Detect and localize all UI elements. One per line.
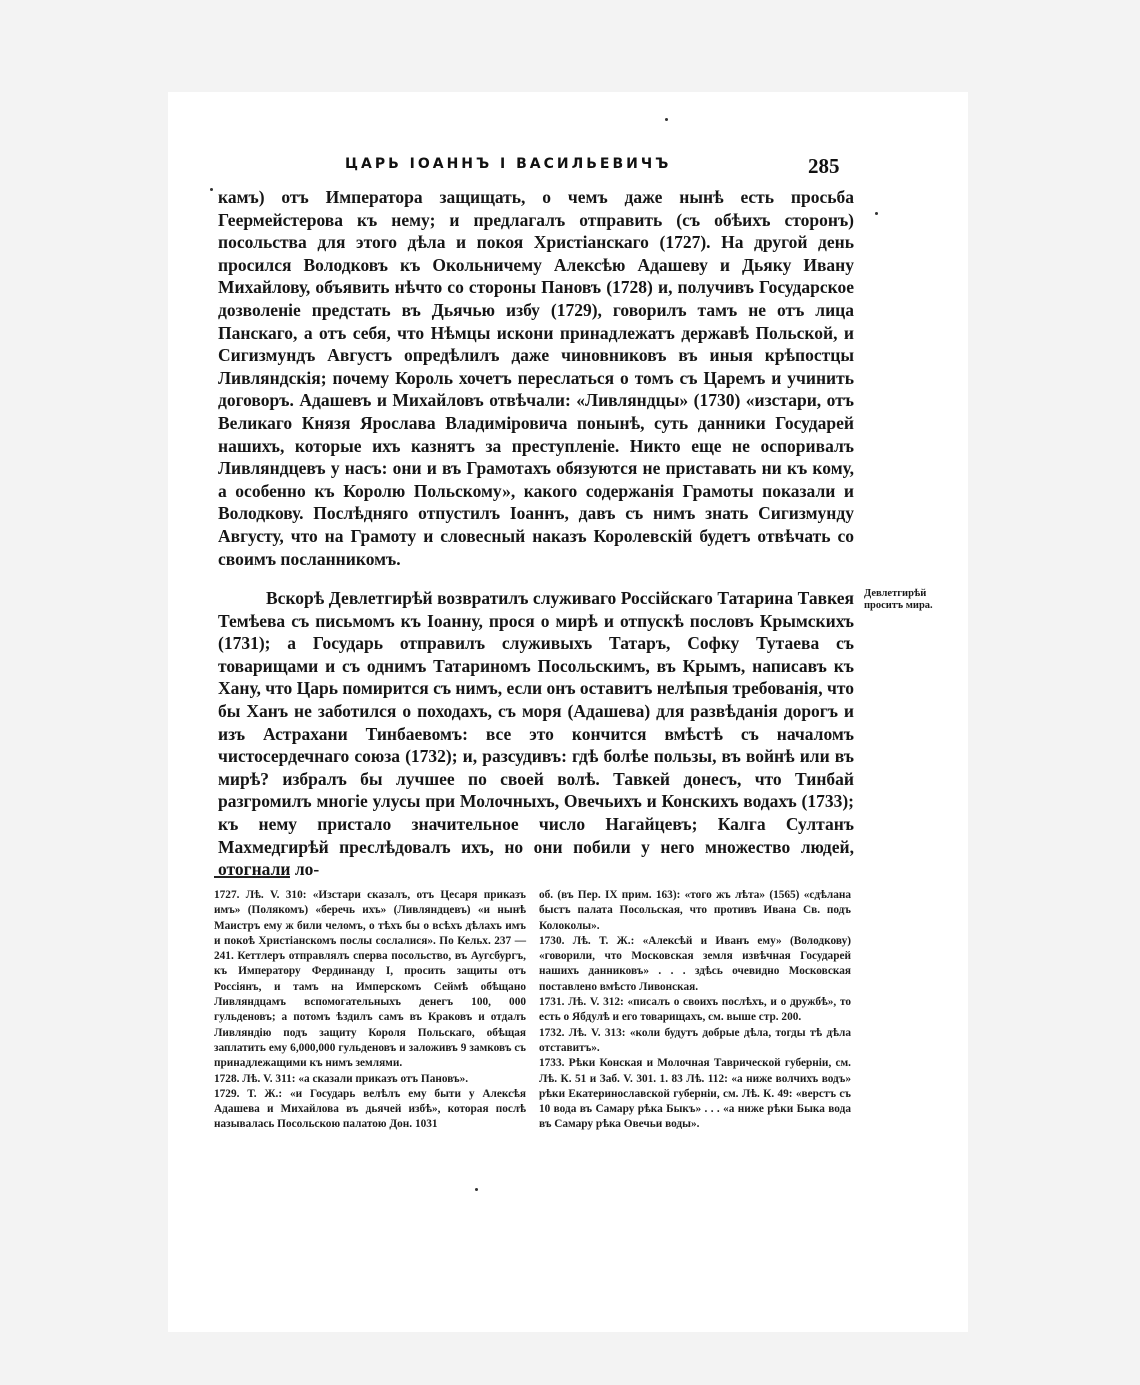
page-speck xyxy=(665,118,668,121)
footnote: 1731. Лѣ. V. 312: «писалъ о своихъ послѣхъ, и о дружбѣ», то есть о Ябдулѣ и его товарищахъ, см. выше стр. 200. xyxy=(539,996,851,1024)
footnotes-left-column xyxy=(214,888,526,1133)
paragraph: камъ) отъ Императора защищать, о чемъ даже нынѣ есть просьба Геермейстерова къ нему; и предлагалъ отправить (съ обѣихъ сторонъ) посольства для этого дѣла и покоя Христіанскаго (1727). На другой день просился Володковъ къ Окольничему Алексѣю Адашеву и Дьяку Ивану Михайлову, объявить нѣчто со стороны Пановъ (1728) и, получивъ Государское дозволеніе предстать въ Дьячью избу (1729), говорилъ тамъ не отъ лица Панскаго, а отъ себя, что Нѣмцы искони принадлежатъ державѣ Польской, и Сигизмундъ Августъ опредѣлилъ даже чиновниковъ въ иныя крѣпостцы Ливляндскія; почему Король хочетъ переслаться о томъ съ Царемъ и учинить договоръ. Адашевъ и Михайловъ отвѣчали: «Ливляндцы» (1730) «изстари, отъ Великаго Князя Ярослава Владиміровича понынѣ, суть данники Государей нашихъ, которые ихъ казнятъ за преступленіе. Никто еще не оспоривалъ Ливляндцевъ у насъ: они и въ Грамотахъ обязуются не приставать ни къ кому, а особенно къ Королю Польскому», какого содержанія Грамоты показали и Володкову. Послѣдняго отпустилъ Іоаннъ, давъ съ нимъ знать Сигизмунду Августу, что на Грамоту и словесный наказъ Королевскій будетъ отвѣчать со своимъ посланникомъ. xyxy=(218,187,854,569)
page-speck xyxy=(475,1188,478,1191)
footnote-divider xyxy=(214,876,290,878)
paragraph: Вскорѣ Девлетгирѣй возвратилъ служиваго Россійскаго Татарина Тавкея Темѣева съ письмомъ къ Іоанну, прося о мирѣ и отпускѣ пословъ Крымскихъ (1731); а Государь отправилъ служивыхъ Татаръ, Софку Тутаева съ товарищами и съ однимъ Татариномъ Посольскимъ, въ Крымъ, написавъ къ Хану, что Царь помирится съ нимъ, если онъ оставитъ нелѣпыя требованія, что бы Ханъ не заботился о походахъ, съ моря (Адашева) для развѣданія дорогъ и изъ Астрахани Тинбаевомъ: все это кончится вмѣстѣ съ началомъ чистосердечнаго союза (1732); и, разсудивъ: гдѣ болѣе пользы, въ войнѣ или въ мирѣ? избралъ бы лучшее по своей волѣ. Тавкей донесъ, что Тинбай разгромилъ многіе улусы при Молочныхъ, Овечьихъ и Конскихъ водахъ (1733); къ нему пристало значительное число Нагайцевъ; Калга Султанъ Махмедгирѣй преслѣдовалъ ихъ, но они побили у него множество людей, отогнали ло- xyxy=(218,588,854,880)
footnote: 1728. Лѣ. V. 311: «а сказали приказъ отъ Пановъ». xyxy=(214,1072,469,1085)
page-speck xyxy=(210,188,213,191)
page-number: 285 xyxy=(808,154,840,178)
running-title: ЦАРЬ ІОАННЪ І ВАСИЛЬЕВИЧЪ xyxy=(345,156,672,172)
footnote: 1732. Лѣ. V. 313: «коли будутъ добрые дѣла, тогды тѣ дѣла отставитъ». xyxy=(539,1026,851,1054)
footnote: 1733. Рѣки Конская и Молочная Таврической губерніи, см. Лѣ. К. 51 и Заб. V. 301. 1. 83 Лѣ. 112: «а ниже волчихъ водъ» рѣки Екатеринославской губерніи, см. Лѣ. К. 49: «верстъ съ 10 вода въ Самару рѣка Быкъ» . . . «а ниже рѣки Быка вода въ Самару рѣка Овечьи воды». xyxy=(539,1057,851,1131)
footnote: 1729. Т. Ж.: «и Государь велѣлъ ему быти у Алексѣя Адашева и Михайлова въ дьячей избѣ», которая послѣ называлась Посольскою палатою Дон. 1031 xyxy=(214,1087,526,1131)
page-speck xyxy=(875,212,878,215)
footnote: 1727. Лѣ. V. 310: «Изстари сказалъ, отъ Цесаря приказъ имъ» (Полякомъ) «беречь ихъ» (Ливляндцевъ) «и нынѣ Маистръ ему ж били челомъ, о тѣхъ бы о всѣхъ дѣлахъ имъ и покоѣ Христіанскомъ послы сослалися». По Кельх. 237 — 241. Кеттлеръ отправлялъ сперва посольство, въ Аугсбургъ, къ Императору Фердинанду I, просить защиты отъ Россіянъ, и тамъ на Имперскомъ Сеймѣ обѣщано Ливляндцамъ вспомогательныхъ денегъ 100, 000 гульденовъ; а потомъ ѣздилъ самъ въ Краковъ и отдалъ Ливляндію подъ защиту Короля Польскаго, обѣщая заплатить ему 6,000,000 гульденовъ и заложивъ 9 замковъ съ принадлежащими къ нимъ землями. xyxy=(214,889,526,1070)
footnote: 1730. Лѣ. Т. Ж.: «Алексѣй и Иванъ ему» (Володкову) «говорили, что Московская земля извѣчная Государей нашихъ данниковъ» . . . здѣсь очевидно Московская поставлено вмѣсто Ливонская. xyxy=(539,934,851,993)
footnote: об. (въ Пер. IX прим. 163): «того жъ лѣта» (1565) «сдѣлана быстъ палата Посольская, что противъ Ивана Св. подъ Колоколы». xyxy=(539,889,851,932)
main-text xyxy=(218,186,854,881)
footnotes-right-column xyxy=(539,888,851,1133)
marginal-note: Девлетгирѣй проситъ мира. xyxy=(864,588,933,611)
